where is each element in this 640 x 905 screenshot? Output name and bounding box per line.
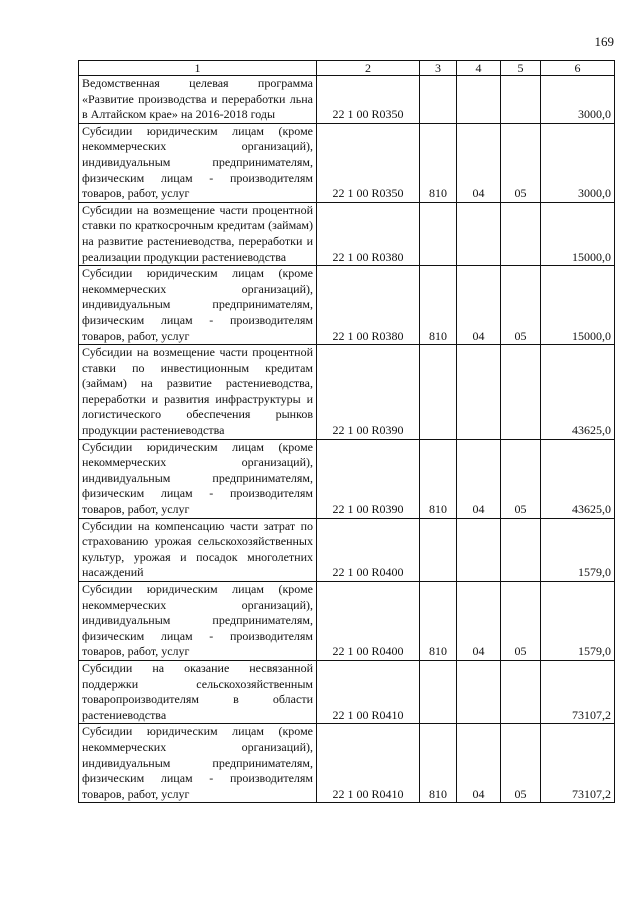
row-col-5: [501, 345, 541, 440]
row-description: Ведомственная целевая программа «Развитие производства и переработки льна в Алтайском крае» на 2016-2018 годы: [79, 76, 317, 124]
row-col-5: 05: [501, 123, 541, 202]
row-col-4: [457, 660, 501, 723]
row-description: Субсидии юридическим лицам (кроме некоммерческих организаций), индивидуальным предпринимателям, физическим лицам - производителям товаров, работ, услуг: [79, 439, 317, 518]
row-description: Субсидии на возмещение части процентной ставки по инвестиционным кредитам (займам) на развитие растениеводства, переработки и развития инфраструктуры и логистического обеспечения рынков продукции растениеводства: [79, 345, 317, 440]
row-col-5: [501, 202, 541, 265]
row-col-4: [457, 76, 501, 124]
row-amount: 73107,2: [541, 660, 615, 723]
row-col-5: 05: [501, 439, 541, 518]
table-row: [79, 439, 615, 518]
table-row: [79, 266, 615, 345]
row-code: 22 1 00 R0400: [317, 518, 420, 581]
row-amount: 43625,0: [541, 439, 615, 518]
row-code: 22 1 00 R0350: [317, 76, 420, 124]
row-amount: 1579,0: [541, 518, 615, 581]
row-col-5: 05: [501, 582, 541, 661]
row-code: 22 1 00 R0380: [317, 266, 420, 345]
table-row: [79, 76, 615, 124]
row-col-4: [457, 345, 501, 440]
table-row: [79, 518, 615, 581]
row-col-4: 04: [457, 439, 501, 518]
row-col-5: [501, 518, 541, 581]
table-row: [79, 724, 615, 803]
table-header-row: [79, 61, 615, 76]
row-amount: 73107,2: [541, 724, 615, 803]
row-col-4: 04: [457, 724, 501, 803]
header-col-6: 6: [541, 61, 615, 76]
row-code: 22 1 00 R0390: [317, 439, 420, 518]
row-description: Субсидии юридическим лицам (кроме некоммерческих организаций), индивидуальным предпринимателям, физическим лицам - производителям товаров, работ, услуг: [79, 123, 317, 202]
header-col-1: 1: [79, 61, 317, 76]
row-col-3: [420, 518, 457, 581]
header-col-5: 5: [501, 61, 541, 76]
row-description: Субсидии на оказание несвязанной поддержки сельскохозяйственным товаропроизводителям в области растениеводства: [79, 660, 317, 723]
table-row: [79, 345, 615, 440]
row-code: 22 1 00 R0410: [317, 724, 420, 803]
row-description: Субсидии на компенсацию части затрат по страхованию урожая сельскохозяйственных культур, урожая и посадок многолетних насаждений: [79, 518, 317, 581]
row-col-4: [457, 518, 501, 581]
row-col-5: 05: [501, 266, 541, 345]
table-row: [79, 123, 615, 202]
row-col-3: [420, 76, 457, 124]
row-amount: 1579,0: [541, 582, 615, 661]
header-col-3: 3: [420, 61, 457, 76]
row-col-3: 810: [420, 439, 457, 518]
row-col-5: [501, 660, 541, 723]
row-col-3: 810: [420, 266, 457, 345]
table-row: [79, 582, 615, 661]
row-amount: 3000,0: [541, 76, 615, 124]
row-col-3: [420, 202, 457, 265]
page-number: 169: [594, 34, 614, 49]
row-col-4: 04: [457, 582, 501, 661]
row-description: Субсидии юридическим лицам (кроме некоммерческих организаций), индивидуальным предпринимателям, физическим лицам - производителям товаров, работ, услуг: [79, 266, 317, 345]
table-row: [79, 202, 615, 265]
row-code: 22 1 00 R0350: [317, 123, 420, 202]
row-col-4: 04: [457, 123, 501, 202]
row-col-4: [457, 202, 501, 265]
table-row: [79, 660, 615, 723]
row-amount: 3000,0: [541, 123, 615, 202]
row-col-3: [420, 660, 457, 723]
row-amount: 15000,0: [541, 202, 615, 265]
row-description: Субсидии юридическим лицам (кроме некоммерческих организаций), индивидуальным предпринимателям, физическим лицам - производителям товаров, работ, услуг: [79, 724, 317, 803]
row-description: Субсидии на возмещение части процентной ставки по краткосрочным кредитам (займам) на развитие растениеводства, переработки и реализации продукции растениеводства: [79, 202, 317, 265]
row-description: Субсидии юридическим лицам (кроме некоммерческих организаций), индивидуальным предпринимателям, физическим лицам - производителям товаров, работ, услуг: [79, 582, 317, 661]
row-code: 22 1 00 R0410: [317, 660, 420, 723]
row-col-5: 05: [501, 724, 541, 803]
row-col-3: [420, 345, 457, 440]
row-col-5: [501, 76, 541, 124]
budget-table: [78, 60, 615, 803]
row-col-3: 810: [420, 123, 457, 202]
row-col-4: 04: [457, 266, 501, 345]
header-col-2: 2: [317, 61, 420, 76]
header-col-4: 4: [457, 61, 501, 76]
row-amount: 15000,0: [541, 266, 615, 345]
row-col-3: 810: [420, 582, 457, 661]
row-col-3: 810: [420, 724, 457, 803]
row-code: 22 1 00 R0380: [317, 202, 420, 265]
row-amount: 43625,0: [541, 345, 615, 440]
row-code: 22 1 00 R0400: [317, 582, 420, 661]
row-code: 22 1 00 R0390: [317, 345, 420, 440]
